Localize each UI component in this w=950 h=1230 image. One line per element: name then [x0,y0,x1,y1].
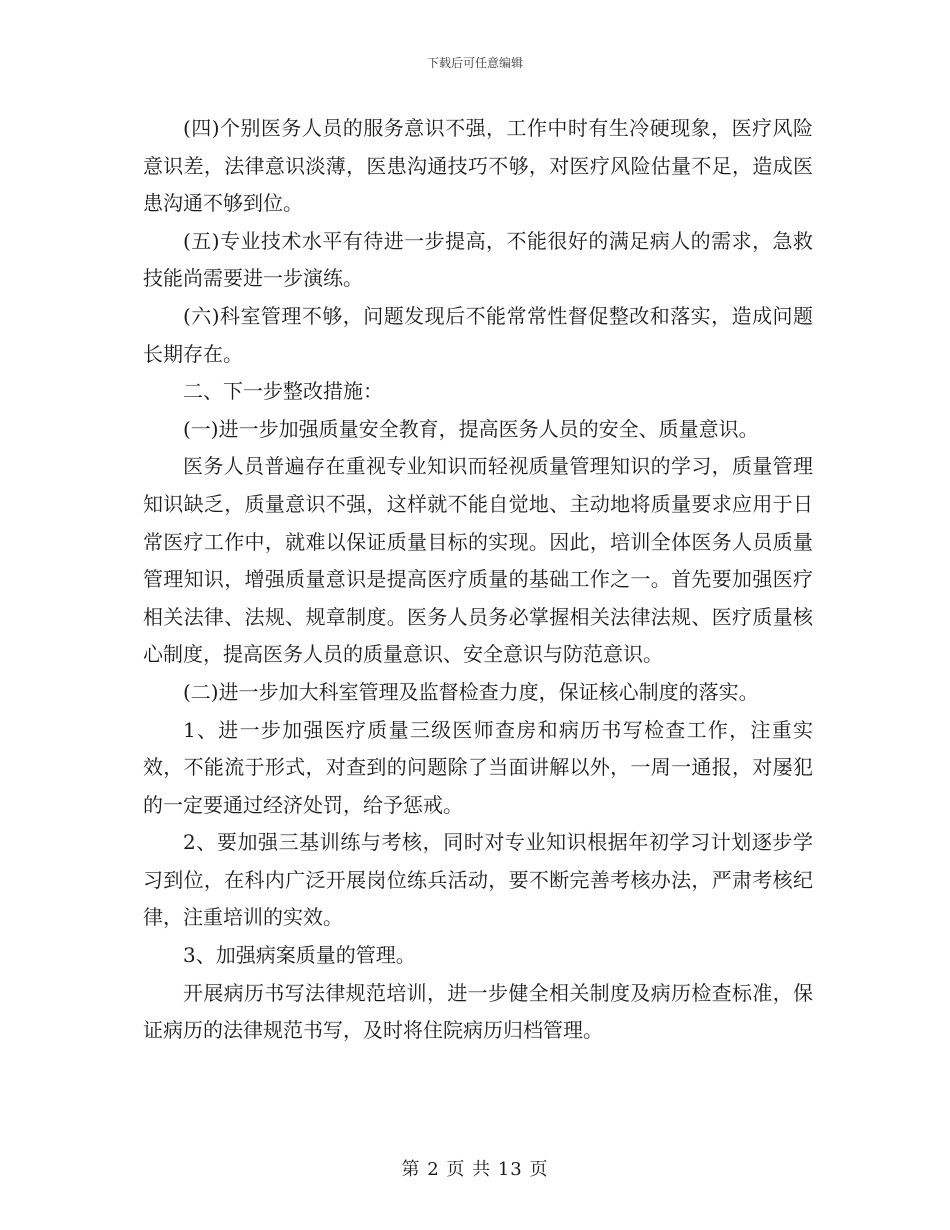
paragraph-measure-2-item-3-detail: 开展病历书写法律规范培训，进一步健全相关制度及病历检查标准，保证病历的法律规范书写，及时将住院病历归档管理。 [143,980,813,1043]
paragraph-issue-4: (四)个别医务人员的服务意识不强，工作中时有生冷硬现象，医疗风险意识差，法律意识淡薄，医患沟通技巧不够，对医疗风险估量不足，造成医患沟通不够到位。 [143,116,813,216]
paragraph-measure-2-item-2: 2、要加强三基训练与考核，同时对专业知识根据年初学习计划逐步学习到位，在科内广泛开展岗位练兵活动，要不断完善考核办法，严肃考核纪律，注重培训的实效。 [143,830,813,930]
paragraph-measure-1: (一)进一步加强质量安全教育，提高医务人员的安全、质量意识。 [183,416,759,441]
paragraph-measure-2-item-3: 3、加强病案质量的管理。 [183,943,416,968]
document-body [143,110,813,1050]
page-header: 下载后可任意编辑 [426,56,523,70]
paragraph-measure-2: (二)进一步加大科室管理及监督检查力度，保证核心制度的落实。 [183,679,759,704]
paragraph-measure-2-item-1: 1、进一步加强医疗质量三级医师查房和病历书写检查工作，注重实效，不能流于形式，对查到的问题除了当面讲解以外，一周一通报，对屡犯的一定要通过经济处罚，给予惩戒。 [143,717,813,817]
section-heading-measures: 二、下一步整改措施： [183,379,383,404]
paragraph-measure-1-detail: 医务人员普遍存在重视专业知识而轻视质量管理知识的学习，质量管理知识缺乏，质量意识不强，这样就不能自觉地、主动地将质量要求应用于日常医疗工作中，就难以保证质量目标的实现。因此，培训全体医务人员质量管理知识，增强质量意识是提高医疗质量的基础工作之一。首先要加强医疗相关法律、法规、规章制度。医务人员务必掌握相关法律法规、医疗质量核心制度，提高医务人员的质量意识、安全意识与防范意识。 [143,454,813,667]
paragraph-issue-6: (六)科室管理不够，问题发现后不能常常性督促整改和落实，造成问题长期存在。 [143,303,813,366]
page-number: 第 2 页 共 13 页 [401,1159,549,1180]
paragraph-issue-5: (五)专业技术水平有待进一步提高，不能很好的满足病人的需求，急救技能尚需要进一步演练。 [143,228,813,291]
